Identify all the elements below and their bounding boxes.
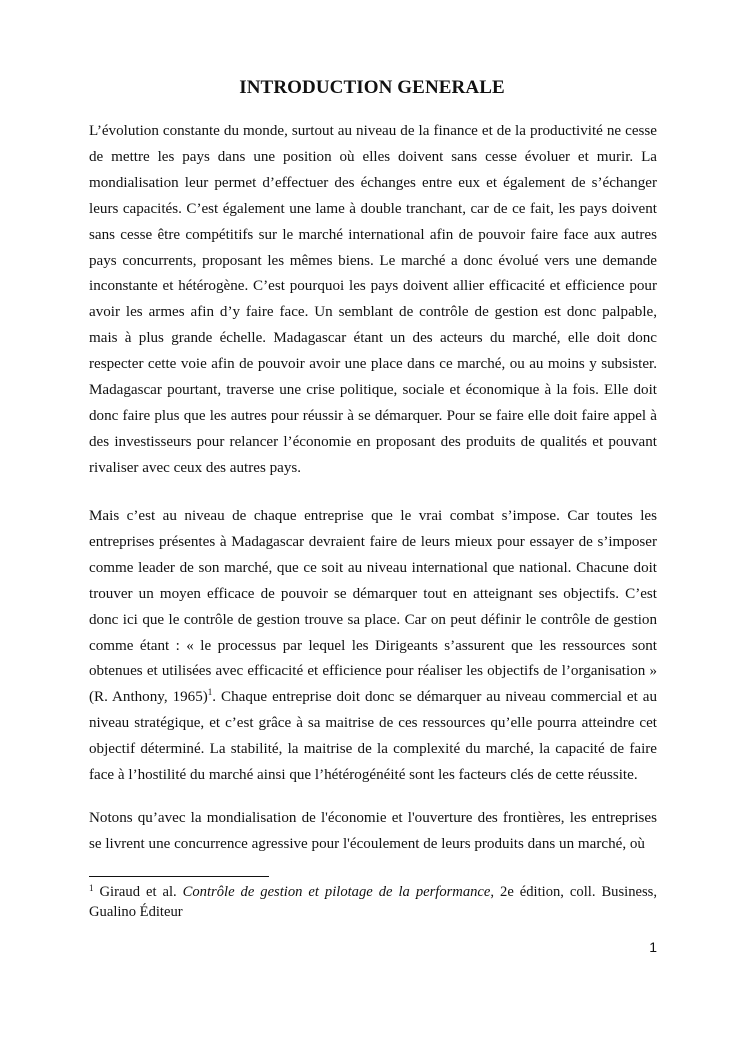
paragraph-enterprise-text-end: . Chaque entreprise doit donc se démarquer au niveau commercial et au niveau stratégique, et c’est grâce à sa maitrise de ces ressources qu’elle pourra atteindre cet objectif déterminé. La stabilité, la maitrise de la complexité du marché, la capacité de faire face à l’hostilité du marché ainsi que l’hétérogénéité sont les facteurs clés de cette réussite. — [89, 689, 657, 784]
paragraph-globalization: Notons qu’avec la mondialisation de l'économie et l'ouverture des frontières, les entreprises se livrent une concurrence agressive pour l'écoulement de leurs produits dans un marché, où — [89, 810, 657, 852]
footnote-book-title: Contrôle de gestion et pilotage de la performance — [182, 884, 491, 900]
page-number: 1 — [649, 939, 657, 955]
paragraph-intro: L’évolution constante du monde, surtout au niveau de la finance et de la productivité ne cesse de mettre les pays dans une position où elles doivent sans cesse évoluer et murir. La mondialisation leur permet d’effectuer des échanges entre eux et également de s’échanger leurs capacités. C’est également une lame à double tranchant, car de ce fait, les pays doivent sans cesse être compétitifs sur le marché international afin de pouvoir faire face aux autres pays concurrents, proposant les mêmes biens. Le marché a donc évolué vers une demande inconstante et hétérogène. C’est pourquoi les pays doivent allier efficacité et efficience pour avoir les armes afin d’y faire face. Un semblant de contrôle de gestion est donc palpable, mais à plus grande échelle. Madagascar étant un des acteurs du marché, elle doit donc respecter cette voie afin de pouvoir avoir une place dans ce marché, ou au moins y subsister. Madagascar pourtant, traverse une crise politique, sociale et économique à la fois. Elle doit donc faire plus que les autres pour réussir à se démarquer. Pour se faire elle doit faire appel à des investisseurs pour relancer l’économie en proposant des produits de qualités et pouvant rivaliser avec ceux des autres pays. — [89, 123, 657, 476]
paragraph-enterprise-text-start: Mais c’est au niveau de chaque entreprise que le vrai combat s’impose. Car toutes les entreprises présentes à Madagascar devraient faire de leurs mieux pour essayer de s’imposer comme leader de son marché, que ce soit au niveau international que national. Chacune doit trouver un moyen efficace de pouvoir se démarquer tout en atteignant ses objectifs. C’est donc ici que le contrôle de gestion trouve sa place. Car on peut définir le contrôle de gestion comme étant : « le processus par lequel les Dirigeants s’assurent que les ressources sont obtenues et utilisées avec efficacité et efficience pour réaliser les objectifs de l’organisation » (R. Anthony, 1965) — [89, 508, 657, 706]
footnote — [89, 882, 657, 922]
footnote-reference-marker[interactable]: 1 — [207, 687, 213, 698]
footnote-separator — [89, 876, 269, 877]
page-title: INTRODUCTION GENERALE — [239, 77, 505, 98]
footnote-marker: 1 — [89, 883, 94, 893]
paragraph-enterprise — [89, 504, 657, 789]
footnote-text-start: Giraud et al. — [93, 884, 183, 900]
footnote-text-end: , 2e édition, coll. Business, Gualino Éditeur — [89, 884, 657, 920]
